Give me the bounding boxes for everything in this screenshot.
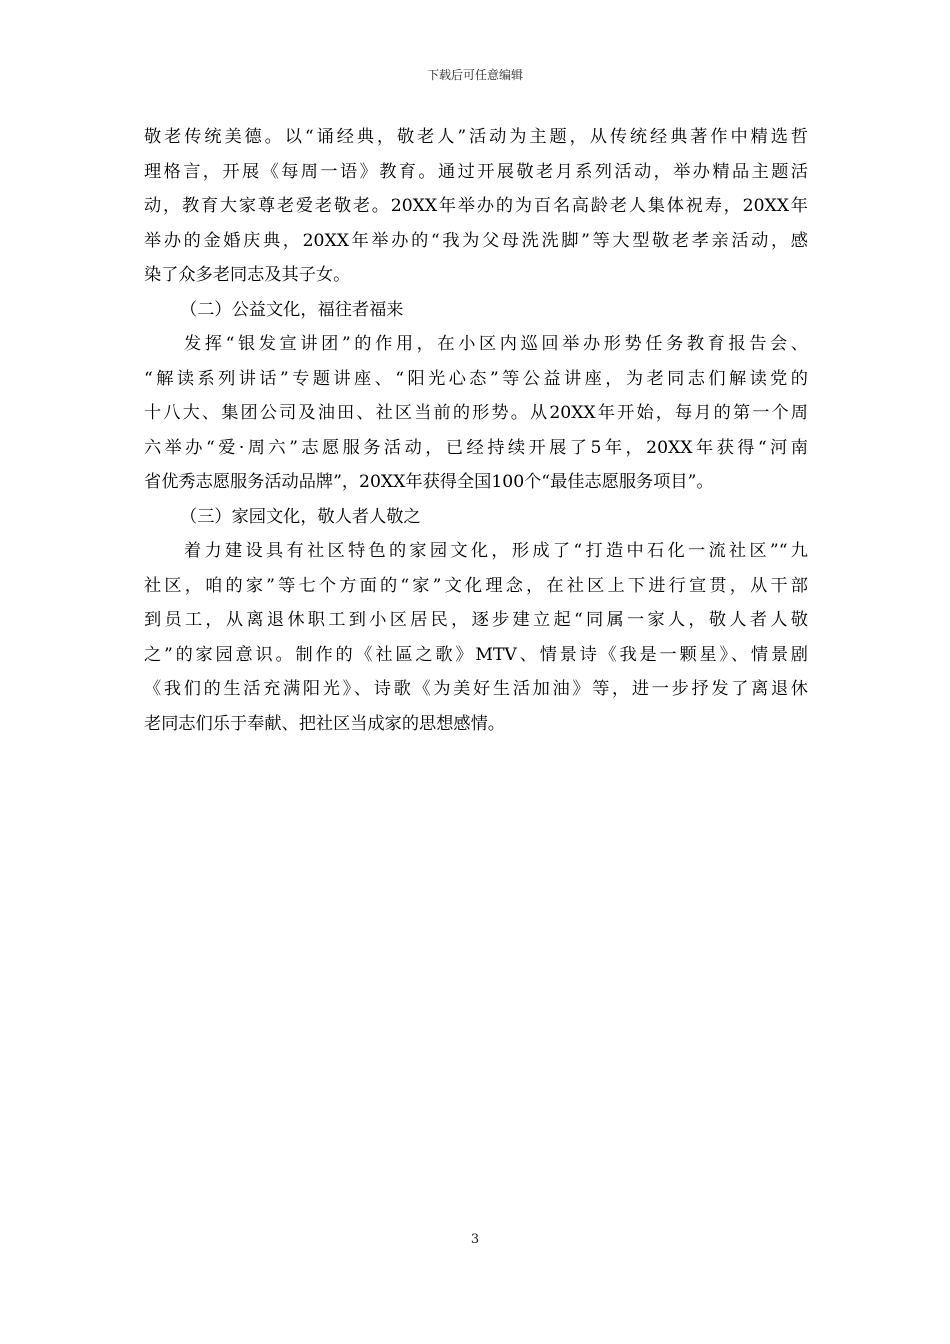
section-heading-2: （二）公益文化，福往者福来 [180, 299, 404, 320]
page-number: 3 [470, 1232, 480, 1247]
text-line: 染了众多老同志及其子女。 [144, 265, 351, 285]
paragraph-3 [144, 534, 808, 741]
paragraph-2 [144, 327, 808, 500]
text-line: 举办的金婚庆典，20XX年举办的“我为父母洗洗脚”等大型敬老孝亲活动，感 [144, 230, 808, 251]
text-line: 《我们的生活充满阳光》、诗歌《为美好生活加油》等，进一步抒发了离退休 [144, 679, 808, 699]
text-line: 省优秀志愿服务活动品牌”，20XX年获得全国100个“最佳志愿服务项目”。 [144, 472, 714, 492]
text-line: 六举办“爱·周六”志愿服务活动，已经持续开展了5年，20XX年获得“河南 [144, 437, 808, 458]
paragraph-1 [144, 120, 808, 293]
text-line: 发挥“银发宣讲团”的作用，在小区内巡回举办形势任务教育报告会、 [184, 334, 808, 354]
text-line: 老同志们乐于奉献、把社区当成家的思想感情。 [144, 713, 505, 734]
text-line: 之”的家园意识。制作的《社區之歌》MTV、情景诗《我是一颗星》、情景剧 [144, 644, 808, 665]
section-heading-3: （三）家园文化，敬人者人敬之 [180, 506, 421, 527]
text-line: 理格言，开展《每周一语》教育。通过开展敬老月系列活动，举办精品主题活 [144, 161, 808, 182]
text-line: 敬老传统美德。以“诵经典，敬老人”活动为主题，从传统经典著作中精选哲 [144, 127, 808, 147]
text-line: 到员工，从离退休职工到小区居民，逐步建立起“同属一家人，敬人者人敬 [144, 610, 808, 630]
text-line: 社区，咱的家”等七个方面的“家”文化理念，在社区上下进行宣贯，从干部 [144, 575, 808, 596]
text-line: 动，教育大家尊老爱老敬老。20XX年举办的为百名高龄老人集体祝寿，20XX年 [144, 196, 808, 216]
text-line: 着力建设具有社区特色的家园文化，形成了“打造中石化一流社区”“九 [184, 541, 808, 561]
text-line: 十八大、集团公司及油田、社区当前的形势。从20XX年开始，每月的第一个周 [144, 403, 808, 423]
document-body [144, 120, 808, 741]
page-header: 下载后可任意编辑 [426, 68, 523, 82]
text-line: “解读系列讲话”专题讲座、“阳光心态”等公益讲座，为老同志们解读党的 [144, 368, 808, 389]
